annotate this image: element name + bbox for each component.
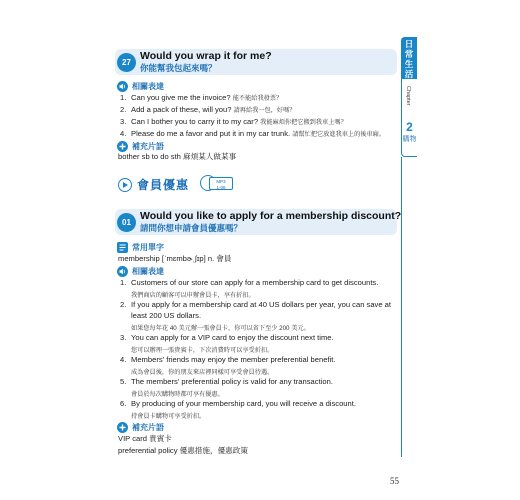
supplement-heading [117,140,164,152]
chapter-category: 購物 [402,136,417,143]
supplement-phrase: bother sb to do sth 麻煩某人做某事 [118,152,237,161]
phrase-header-01 [115,209,402,235]
list-item: 1. Customers of our store can apply for a membership card to get discounts. [120,278,379,287]
list-item-translation: 如果您每年花 40 美元辦一張會員卡，你可以省下至少 200 美元。 [131,325,310,332]
phrase-number-badge: 01 [117,213,136,232]
section-title-text: 會員優惠 [137,178,190,192]
list-item-translation: 持會員卡購物可享受折扣。 [131,413,206,420]
supplement-phrase: preferential policy 優惠措施，優惠政策 [118,446,248,455]
chapter-topic: 日常生活 [401,37,417,79]
related-heading [117,80,164,92]
related-label: 相關表達 [132,266,164,276]
vocab-entry: membership [ˈmɛmbɚˌʃɪp] n. 會員 [118,254,232,263]
supplement-heading [117,421,164,433]
play-icon [118,178,132,192]
speaker-icon [117,81,128,92]
plus-icon [117,422,128,433]
vocab-heading [117,241,164,253]
vocab-label: 常用單字 [132,242,164,252]
list-item: 3. You can apply for a VIP card to enjoy the discount next time. [120,333,334,342]
supplement-label: 補充片語 [132,422,164,432]
list-item: 3. Can I bother you to carry it to my car? 我能麻煩你把它搬到我車上嗎？ [120,117,347,126]
related-label: 相關表達 [132,81,164,91]
phrase-number-badge: 27 [117,53,136,72]
supplement-label: 補充片語 [132,141,164,151]
list-item: 2. Add a pack of these, will you? 請再給我一包，好嗎？ [120,105,296,114]
book-icon [117,242,128,253]
list-item-translation: 會員於每次購物時都可享有優惠。 [131,391,224,398]
phrase-title-zh: 你能幫我包起來嗎？ [140,63,217,73]
page-number: 55 [390,476,399,486]
phrase-title-en: Would you like to apply for a membership discount? [140,210,402,222]
chapter-word: Chapter [405,86,411,106]
chapter-side-tab [401,37,417,157]
phrase-title-en: Would you wrap it for me? [140,50,272,62]
speaker-icon [117,266,128,277]
phrase-header-27 [115,49,397,75]
supplement-phrase: VIP card 貴賓卡 [118,434,172,443]
list-item-translation: 您可以辦理一張貴賓卡，下次消費時可以享受折扣。 [131,347,274,354]
list-item-continuation: least 200 US dollars. [131,311,202,320]
plus-icon [117,141,128,152]
list-item: 6. By producing of your membership card, you will receive a discount. [120,399,356,408]
chapter-number: 2 [406,120,413,134]
divider [401,157,402,457]
list-item-translation: 成為會員後，你的朋友來店裡同樣可享受會員待遇。 [131,369,274,376]
list-item: 5. The members' preferential policy is valid for any transaction. [120,377,333,386]
mp3-track-badge: MP3 1-06 [200,175,232,192]
list-item: 4. Please do me a favor and put it in my car trunk. 請幫忙把它放進我車上的後車廂。 [120,129,386,138]
list-item: 1. Can you give me the invoice? 能不能給我發票？ [120,93,283,102]
list-item-translation: 我們商店的顧客可以申辦會員卡，享有折扣。 [131,292,255,299]
phrase-title-zh: 請問你想申請會員優惠嗎？ [140,223,243,233]
list-item: 2. If you apply for a membership card at 40 US dollars per year, you can save at [120,300,392,309]
section-title [118,176,189,193]
list-item: 4. Members' friends may enjoy the member preferential benefit. [120,355,336,364]
related-heading [117,265,164,277]
